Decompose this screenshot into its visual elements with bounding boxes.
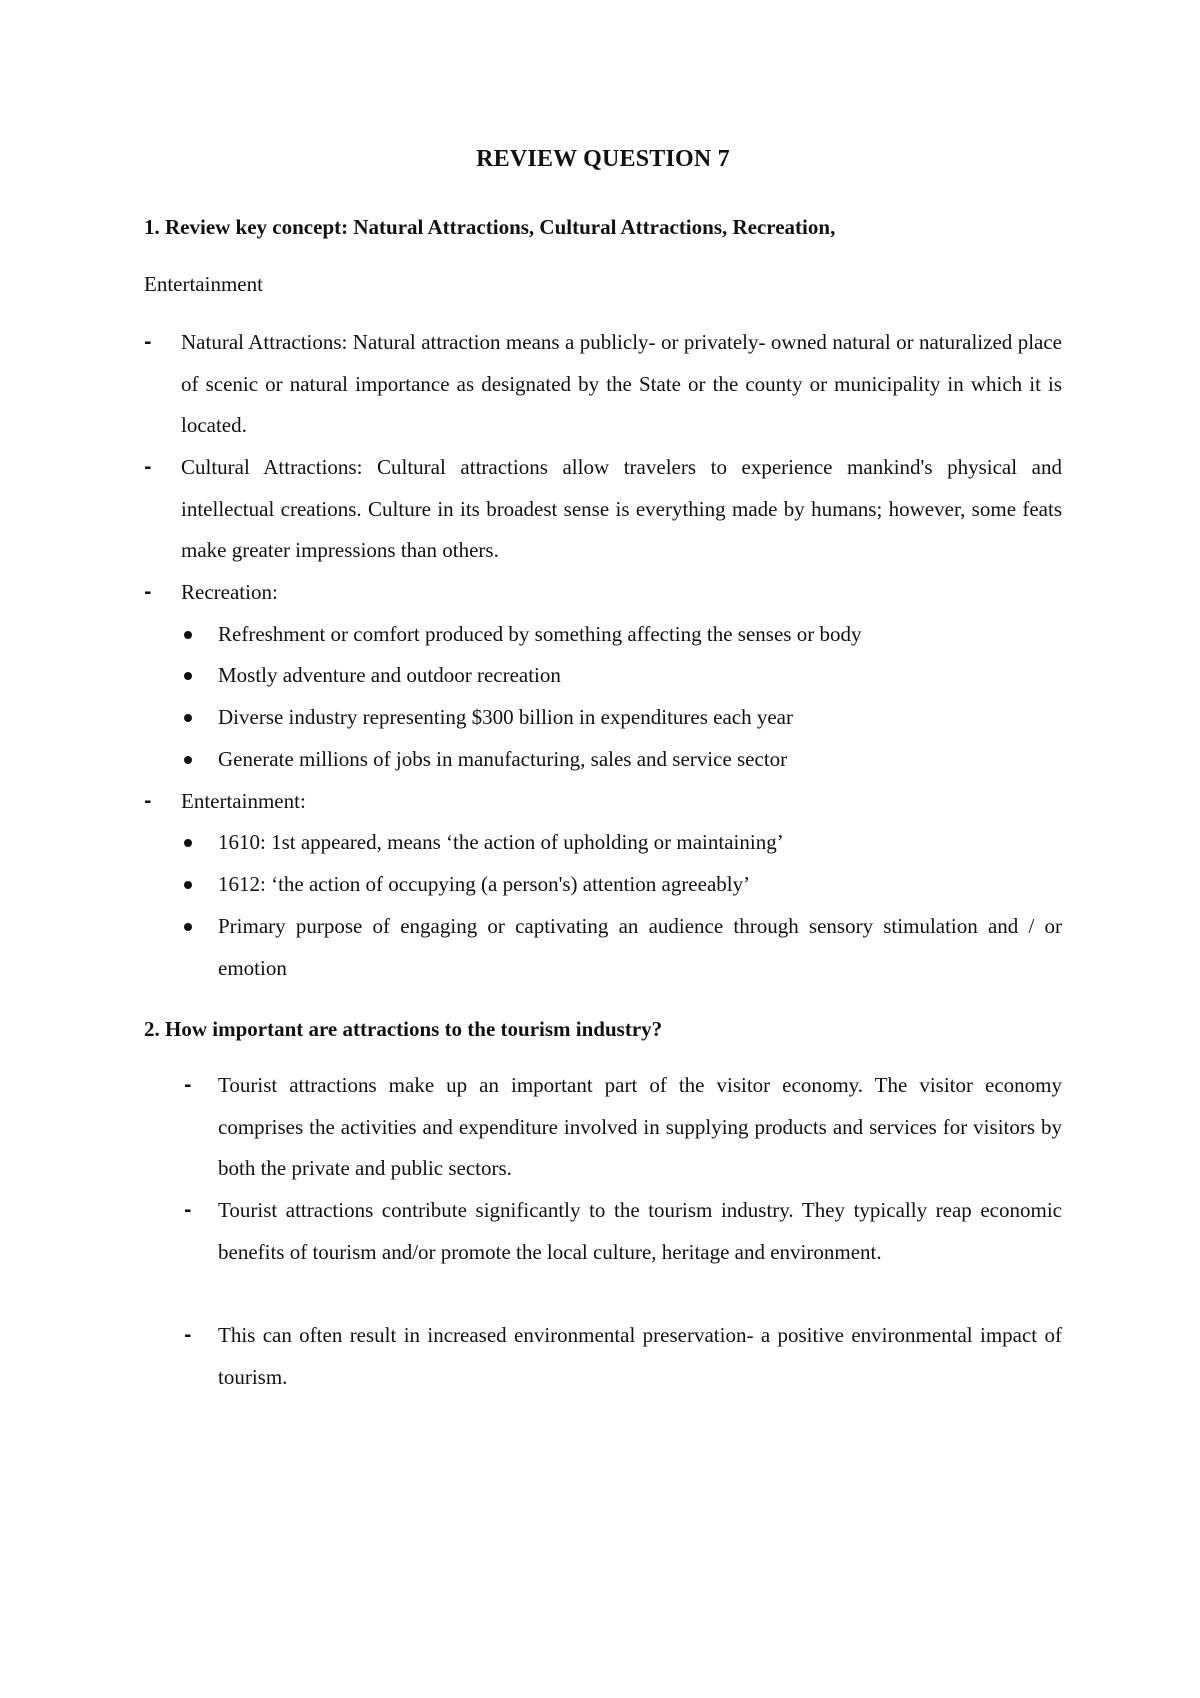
dash-marker: - [184,1200,192,1221]
entertainment-item: 1610: 1st appeared, means ‘the action of upholding or maintaining’ [218,830,784,854]
entertainment-item: 1612: ‘the action of occupying (a person's) attention agreeably’ [218,872,751,896]
dash-marker: - [144,791,152,812]
bullet-icon [184,864,192,906]
question-1-heading-continuation: Entertainment [144,272,263,296]
cultural-attractions-text: Cultural Attractions: Cultural attractions allow travelers to experience mankind's physical and intellectual creations. Culture in its broadest sense is everything made by humans; however, some feats make greater impressions than others. [181,455,1062,562]
attractions-point: Tourist attractions make up an important part of the visitor economy. The visitor economy comprises the activities and expenditure involved in supplying products and services for visitors by both the private and public sectors. [218,1073,1062,1180]
dash-marker: - [144,332,152,353]
entertainment-item: Primary purpose of engaging or captivating an audience through sensory stimulation and / or emotion [218,914,1062,980]
recreation-label: Recreation: [181,580,278,604]
dash-marker: - [144,582,152,603]
dash-marker: - [184,1325,192,1346]
bullet-icon [184,739,192,781]
question-1-heading: 1. Review key concept: Natural Attractions, Cultural Attractions, Recreation, [144,215,836,239]
natural-attractions-text: Natural Attractions: Natural attraction means a publicly- or privately- owned natural or naturalized place of scenic or natural importance as designated by the State or the county or municipality in which it is located. [181,330,1062,437]
dash-marker: - [144,457,152,478]
recreation-item: Generate millions of jobs in manufacturing, sales and service sector [218,747,788,771]
attractions-point: This can often result in increased environmental preservation- a positive environmental impact of tourism. [218,1323,1062,1389]
bullet-icon [184,614,192,656]
recreation-item: Mostly adventure and outdoor recreation [218,663,561,687]
entertainment-label: Entertainment: [181,789,306,813]
question-2-heading: 2. How important are attractions to the tourism industry? [144,1017,663,1041]
bullet-icon [184,906,192,948]
recreation-item: Diverse industry representing $300 billion in expenditures each year [218,705,793,729]
recreation-item: Refreshment or comfort produced by something affecting the senses or body [218,622,862,646]
bullet-icon [184,822,192,864]
bullet-icon [184,655,192,697]
dash-marker: - [184,1075,192,1096]
attractions-point: Tourist attractions contribute significantly to the tourism industry. They typically reap economic benefits of tourism and/or promote the local culture, heritage and environment. [218,1198,1062,1264]
page-title: REVIEW QUESTION 7 [476,146,730,172]
bullet-icon [184,697,192,739]
